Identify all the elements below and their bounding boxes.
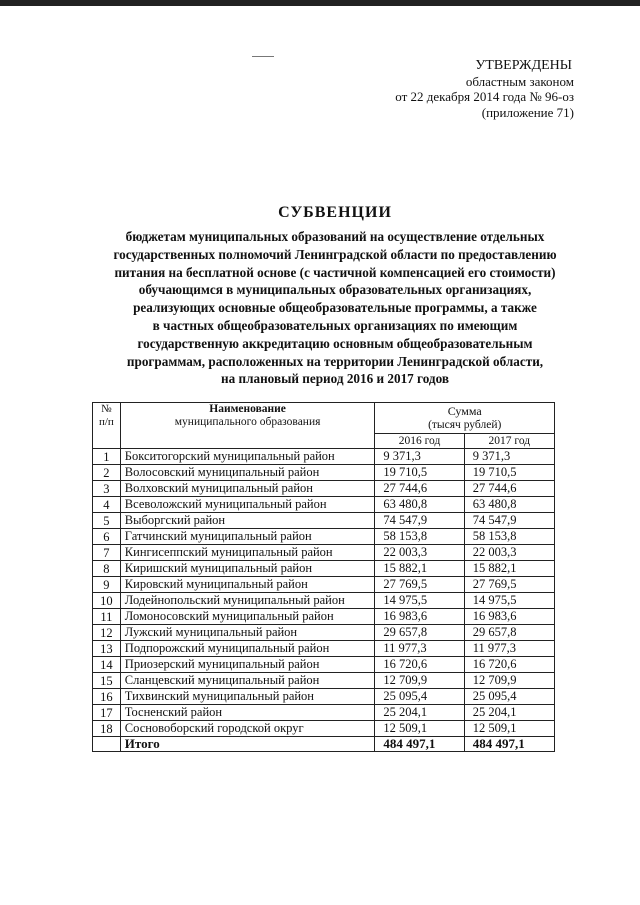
subsidies-table (92, 402, 555, 752)
row-number: 2 (93, 465, 121, 481)
top-border-line (0, 0, 640, 6)
title-line: на плановый период 2016 и 2017 годов (221, 371, 449, 387)
row-value-2017: 12 509,1 (464, 721, 554, 737)
row-value-2016: 25 204,1 (375, 705, 464, 721)
header-sum: Сумма (тысяч рублей) (375, 403, 555, 434)
title-line: в частных общеобразовательных организациях по имеющим (152, 317, 518, 333)
title-main: СУБВЕНЦИИ (278, 204, 392, 221)
row-municipality-name: Выборгский район (120, 513, 375, 529)
row-number: 9 (93, 577, 121, 593)
row-value-2017: 25 204,1 (464, 705, 554, 721)
header-number: № п/п (93, 403, 121, 449)
row-municipality-name: Бокситогорский муниципальный район (120, 449, 375, 465)
table-row (93, 497, 555, 513)
row-value-2017: 14 975,5 (464, 593, 554, 609)
table-row (93, 641, 555, 657)
row-number: 15 (93, 673, 121, 689)
document-title (80, 204, 590, 388)
row-value-2016: 14 975,5 (375, 593, 464, 609)
row-value-2016: 27 769,5 (375, 577, 464, 593)
table-row (93, 481, 555, 497)
approval-law: областным законом (465, 73, 574, 89)
table-row (93, 609, 555, 625)
row-value-2016: 29 657,8 (375, 625, 464, 641)
row-value-2016: 12 709,9 (375, 673, 464, 689)
row-municipality-name: Волховский муниципальный район (120, 481, 375, 497)
approval-title: УТВЕРЖДЕНЫ (475, 58, 572, 73)
row-municipality-name: Лодейнопольский муниципальный район (120, 593, 375, 609)
row-value-2017: 22 003,3 (464, 545, 554, 561)
row-value-2016: 63 480,8 (375, 497, 464, 513)
row-value-2016: 16 720,6 (375, 657, 464, 673)
row-value-2017: 11 977,3 (464, 641, 554, 657)
row-value-2016: 25 095,4 (375, 689, 464, 705)
header-year-2017: 2017 год (464, 434, 554, 449)
title-line: государственных полномочий Ленинградской области по предоставлению (113, 246, 557, 262)
row-value-2017: 58 153,8 (464, 529, 554, 545)
header-name: Наименование муниципального образования (120, 403, 375, 449)
total-2017: 484 497,1 (464, 737, 554, 752)
title-line: обучающимся в муниципальных образовательных организациях, (138, 282, 532, 298)
row-value-2017: 27 769,5 (464, 577, 554, 593)
row-municipality-name: Тихвинский муниципальный район (120, 689, 375, 705)
row-municipality-name: Гатчинский муниципальный район (120, 529, 375, 545)
row-number: 1 (93, 449, 121, 465)
row-municipality-name: Сосновоборский городской округ (120, 721, 375, 737)
total-row (93, 737, 555, 752)
approval-block (395, 58, 574, 120)
row-municipality-name: Приозерский муниципальный район (120, 657, 375, 673)
row-number: 4 (93, 497, 121, 513)
row-number: 16 (93, 689, 121, 705)
row-municipality-name: Кингисеппский муниципальный район (120, 545, 375, 561)
row-municipality-name: Киришский муниципальный район (120, 561, 375, 577)
total-label: Итого (120, 737, 375, 752)
row-value-2017: 74 547,9 (464, 513, 554, 529)
row-value-2017: 9 371,3 (464, 449, 554, 465)
row-municipality-name: Подпорожский муниципальный район (120, 641, 375, 657)
table-row (93, 657, 555, 673)
table-row (93, 529, 555, 545)
row-municipality-name: Всеволожский муниципальный район (120, 497, 375, 513)
row-number: 12 (93, 625, 121, 641)
row-municipality-name: Сланцевский муниципальный район (120, 673, 375, 689)
table-body (93, 449, 555, 737)
row-value-2016: 22 003,3 (375, 545, 464, 561)
row-value-2017: 29 657,8 (464, 625, 554, 641)
table-row (93, 721, 555, 737)
approval-date: от 22 декабря 2014 года № 96-оз (395, 89, 574, 104)
row-value-2017: 16 983,6 (464, 609, 554, 625)
row-municipality-name: Лужский муниципальный район (120, 625, 375, 641)
row-value-2016: 16 983,6 (375, 609, 464, 625)
row-number: 8 (93, 561, 121, 577)
table-header-row (93, 403, 555, 434)
table-row (93, 465, 555, 481)
row-value-2016: 19 710,5 (375, 465, 464, 481)
row-number: 5 (93, 513, 121, 529)
table-row (93, 561, 555, 577)
row-value-2017: 25 095,4 (464, 689, 554, 705)
table-row (93, 593, 555, 609)
row-value-2016: 27 744,6 (375, 481, 464, 497)
row-value-2016: 11 977,3 (375, 641, 464, 657)
row-value-2017: 12 709,9 (464, 673, 554, 689)
row-municipality-name: Ломоносовский муниципальный район (120, 609, 375, 625)
title-line: государственную аккредитацию основным общеобразовательным (137, 335, 533, 351)
row-number: 11 (93, 609, 121, 625)
table-row (93, 449, 555, 465)
row-number: 14 (93, 657, 121, 673)
row-value-2016: 9 371,3 (375, 449, 464, 465)
row-value-2016: 74 547,9 (375, 513, 464, 529)
scan-mark (252, 56, 274, 57)
table-row (93, 577, 555, 593)
row-municipality-name: Кировский муниципальный район (120, 577, 375, 593)
row-value-2017: 19 710,5 (464, 465, 554, 481)
title-line: реализующих основные общеобразовательные программы, а также (133, 300, 537, 316)
row-number: 18 (93, 721, 121, 737)
row-value-2017: 63 480,8 (464, 497, 554, 513)
row-number: 6 (93, 529, 121, 545)
table-row (93, 513, 555, 529)
row-number: 3 (93, 481, 121, 497)
table-row (93, 625, 555, 641)
row-number: 7 (93, 545, 121, 561)
title-line: питания на бесплатной основе (с частичной компенсацией его стоимости) (114, 264, 556, 280)
row-number: 13 (93, 641, 121, 657)
row-value-2017: 15 882,1 (464, 561, 554, 577)
table-row (93, 705, 555, 721)
row-municipality-name: Тосненский район (120, 705, 375, 721)
table-row (93, 673, 555, 689)
header-year-2016: 2016 год (375, 434, 464, 449)
title-line: бюджетам муниципальных образований на осуществление отдельных (125, 229, 545, 244)
row-value-2017: 27 744,6 (464, 481, 554, 497)
total-2016: 484 497,1 (375, 737, 464, 752)
table-row (93, 545, 555, 561)
table-row (93, 689, 555, 705)
row-value-2016: 12 509,1 (375, 721, 464, 737)
approval-appendix: (приложение 71) (481, 104, 574, 120)
title-line: программам, расположенных на территории Ленинградской области, (126, 353, 544, 369)
row-value-2016: 15 882,1 (375, 561, 464, 577)
row-number: 10 (93, 593, 121, 609)
row-number: 17 (93, 705, 121, 721)
row-value-2016: 58 153,8 (375, 529, 464, 545)
row-municipality-name: Волосовский муниципальный район (120, 465, 375, 481)
row-value-2017: 16 720,6 (464, 657, 554, 673)
total-empty-cell (93, 737, 121, 752)
